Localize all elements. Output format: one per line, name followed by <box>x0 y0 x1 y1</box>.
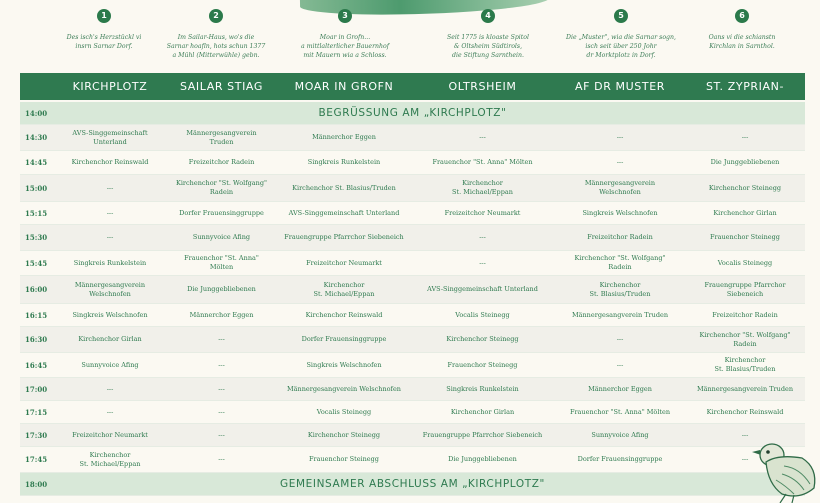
performance-cell: AVS-Singgemeinschaft Unterland <box>288 208 400 217</box>
performance-cell: --- <box>106 208 114 217</box>
location-number-badge: 6 <box>735 9 749 23</box>
location-description: Oans vi die schianstn Kirchlan in Sarnthol. <box>708 34 776 50</box>
performance-cell: Kirchenchor Steinegg <box>708 183 782 192</box>
performance-cell: AVS-Singgemeinschaft Unterland <box>72 128 148 146</box>
performance-cell: Kirchenchor St. Michael/Eppan <box>79 450 141 468</box>
time-slot: 15:45 <box>25 258 48 268</box>
intro-location-3 <box>275 0 415 60</box>
time-slot: 18:00 <box>25 479 48 489</box>
performance-cell: Kirchenchor St. Blasius/Truden <box>292 183 396 192</box>
time-slot: 15:00 <box>25 183 48 193</box>
schedule-row <box>20 251 805 276</box>
column-header: OLTRSHEIM <box>448 80 517 93</box>
time-slot: 16:15 <box>25 310 48 320</box>
performance-cell: Männerchor Eggen <box>588 384 652 393</box>
location-description: Im Sailar-Haus, wo's die Sarnar hoafln, hots schun 1377 a Mühl (Mitterwühle) gebn. <box>166 34 266 59</box>
performance-cell: --- <box>616 335 624 343</box>
performance-cell: Frauenchor "St. Anna" Mölten <box>569 407 671 416</box>
performance-cell: Männergesangverein Truden <box>696 384 794 393</box>
performance-cell: --- <box>218 384 225 393</box>
time-slot: 16:30 <box>25 335 48 344</box>
performance-cell: Kirchenchor "St. Wolfgang" Radein <box>574 254 666 271</box>
schedule-row <box>20 401 805 424</box>
schedule-row <box>20 353 805 378</box>
performance-cell: Sunnyvoice Afing <box>81 360 139 369</box>
column-header: KIRCHPLOTZ <box>72 80 148 93</box>
performance-cell: --- <box>218 407 225 416</box>
location-number-badge: 2 <box>209 9 223 23</box>
performance-cell: --- <box>218 430 225 439</box>
location-number-badge: 4 <box>481 9 495 23</box>
performance-cell: Kirchenchor St. Michael/Eppan <box>313 280 375 298</box>
performance-cell: Frauengruppe Pfarrchor Siebeneich <box>704 280 786 298</box>
performance-cell: Männergesangverein Welschnofen <box>584 179 656 196</box>
performance-cell: --- <box>741 133 749 141</box>
banner-text: GEMEINSAMER ABSCHLUSS AM „KIRCHPLOTZ" <box>280 478 545 490</box>
performance-cell: --- <box>741 430 749 439</box>
performance-cell: Die Junggebliebenen <box>710 158 780 166</box>
performance-cell: --- <box>218 455 225 463</box>
performance-cell: --- <box>741 455 749 463</box>
schedule-table <box>20 102 805 496</box>
performance-cell: --- <box>479 133 486 141</box>
bird-illustration <box>752 428 820 503</box>
location-description: Die „Muster", wia die Sarnar sogn, isch seit über 250 Johr dr Morktplotz in Dorf. <box>566 34 676 59</box>
performance-cell: Frauengruppe Pfarrchor Siebeneich <box>422 430 543 439</box>
performance-cell: Kirchenchor St. Blasius/Truden <box>589 280 651 298</box>
performance-cell: AVS-Singgemeinschaft Unterland <box>427 285 538 293</box>
performance-cell: --- <box>616 158 624 166</box>
performance-cell: Sunnyvoice Afing <box>591 430 649 439</box>
location-number-badge: 3 <box>338 9 352 23</box>
performance-cell: Kirchenchor Steinegg <box>307 430 381 439</box>
performance-cell: Freizeitchor Neumarkt <box>444 208 521 217</box>
schedule-banner-row <box>20 102 805 125</box>
location-description: Seit 1775 is kloaste Spitol & Oltsheim Südtirols, die Stiftung Sarnthein. <box>447 34 529 59</box>
performance-cell: Frauenchor Steinegg <box>309 455 379 463</box>
performance-cell: Frauengruppe Pfarrchor Siebeneich <box>284 233 404 241</box>
performance-cell: Singkreis Runkelstein <box>446 384 519 393</box>
time-slot: 17:30 <box>25 430 48 440</box>
time-slot: 14:45 <box>25 158 48 167</box>
time-slot: 17:45 <box>25 455 48 464</box>
performance-cell: Kirchenchor "St. Wolfgang" Radein <box>175 179 267 196</box>
performance-cell: Singkreis Runkelstein <box>307 158 381 166</box>
time-slot: 14:30 <box>25 133 48 142</box>
intro-location-5 <box>551 0 691 60</box>
performance-cell: Kirchenchor Reinswald <box>305 310 383 319</box>
performance-cell: Frauenchor Steinegg <box>710 233 780 241</box>
performance-cell: Vocalis Steinegg <box>455 310 510 319</box>
performance-cell: Kirchenchor St. Michael/Eppan <box>452 179 513 196</box>
location-description: Moar in Grofn... a mittlalterlicher Bauernhof mit Mauern wia a Schloss. <box>300 34 390 59</box>
performance-cell: Männergesangverein Truden <box>571 310 669 319</box>
performance-cell: Freizeitchor Radein <box>712 310 778 319</box>
performance-cell: Singkreis Runkelstein <box>73 258 147 267</box>
performance-cell: Kirchenchor "St. Wolfgang" Radein <box>699 330 791 348</box>
schedule-row <box>20 125 805 151</box>
performance-cell: --- <box>106 384 114 393</box>
performance-cell: Kirchenchor Reinswald <box>71 158 149 166</box>
time-slot: 16:00 <box>25 285 48 294</box>
performance-cell: Frauenchor "St. Anna" Mölten <box>432 158 533 166</box>
intro-location-4 <box>418 0 558 60</box>
performance-cell: Männergesangverein Welschnofen <box>286 384 401 393</box>
performance-cell: Die Junggebliebenen <box>448 455 517 463</box>
performance-cell: --- <box>106 183 114 192</box>
location-number-badge: 5 <box>614 9 628 23</box>
performance-cell: --- <box>106 407 114 416</box>
column-header-row <box>20 73 805 100</box>
intro-location-6 <box>672 0 812 51</box>
schedule-row <box>20 151 805 175</box>
schedule-banner-row <box>20 473 805 496</box>
performance-cell: Kirchenchor Steinegg <box>446 335 519 343</box>
performance-cell: --- <box>616 360 624 369</box>
time-slot: 17:15 <box>25 407 48 417</box>
time-slot: 16:45 <box>25 360 48 370</box>
schedule-row <box>20 175 805 202</box>
schedule-row <box>20 327 805 353</box>
performance-cell: Männergesangverein Welschnofen <box>74 280 146 298</box>
column-header: ST. ZYPRIAN- <box>705 80 785 93</box>
performance-cell: --- <box>106 233 114 241</box>
performance-cell: Kirchenchor Girlan <box>713 208 777 217</box>
performance-cell: Kirchenchor Girlan <box>78 335 142 343</box>
schedule-row <box>20 276 805 304</box>
performance-cell: Frauenchor Steinegg <box>447 360 518 369</box>
performance-cell: Freizeitchor Neumarkt <box>72 430 148 439</box>
banner-text: BEGRÜSSUNG AM „KIRCHPLOTZ" <box>318 107 507 119</box>
performance-cell: Kirchenchor Girlan <box>450 407 515 416</box>
performance-cell: Kirchenchor St. Blasius/Truden <box>714 356 776 373</box>
performance-cell: --- <box>479 258 486 267</box>
time-slot: 17:00 <box>25 384 48 394</box>
performance-cell: Dorfer Frauensinggruppe <box>179 208 264 217</box>
performance-cell: Singkreis Welschnofen <box>72 310 148 319</box>
schedule-row <box>20 304 805 327</box>
time-slot: 14:00 <box>25 108 48 118</box>
time-slot: 15:30 <box>25 233 48 242</box>
location-description: Des isch's Herzstückl vi insrn Sarnar Dorf. <box>66 34 142 50</box>
performance-cell: Freizeitchor Radein <box>587 233 653 241</box>
column-header: AF DR MUSTER <box>575 80 665 93</box>
performance-cell: Dorfer Frauensinggruppe <box>301 335 387 343</box>
performance-cell: Vocalis Steinegg <box>717 258 773 267</box>
performance-cell: Kirchenchor Reinswald <box>706 407 784 416</box>
column-header: MOAR IN GROFN <box>294 80 394 93</box>
location-intro <box>20 0 805 72</box>
performance-cell: Frauenchor "St. Anna" Mölten <box>184 254 259 271</box>
performance-cell: Freizeitchor Neumarkt <box>306 258 382 267</box>
performance-cell: --- <box>218 335 225 343</box>
location-number-badge: 1 <box>97 9 111 23</box>
time-slot: 15:15 <box>25 208 48 218</box>
schedule-row <box>20 378 805 401</box>
schedule-row <box>20 447 805 473</box>
schedule-row <box>20 424 805 447</box>
performance-cell: Männergesangverein Truden <box>186 128 257 146</box>
performance-cell: Vocalis Steinegg <box>316 407 372 416</box>
performance-cell: Dorfer Frauensinggruppe <box>577 455 663 463</box>
performance-cell: --- <box>218 360 225 369</box>
schedule-row <box>20 225 805 251</box>
performance-cell: Singkreis Welschnofen <box>582 208 658 217</box>
performance-cell: Die Junggebliebenen <box>187 285 256 293</box>
performance-cell: Freizeitchor Radein <box>188 158 255 166</box>
performance-cell: --- <box>616 133 624 141</box>
performance-cell: Singkreis Welschnofen <box>306 360 382 369</box>
schedule-row <box>20 202 805 225</box>
column-header: SAILAR STIAG <box>179 80 263 93</box>
performance-cell: Männerchor Eggen <box>312 133 376 141</box>
performance-cell: --- <box>479 233 486 241</box>
performance-cell: Sunnyvoice Afing <box>192 233 251 241</box>
performance-cell: Männerchor Eggen <box>189 310 254 319</box>
intro-location-2 <box>146 0 286 60</box>
